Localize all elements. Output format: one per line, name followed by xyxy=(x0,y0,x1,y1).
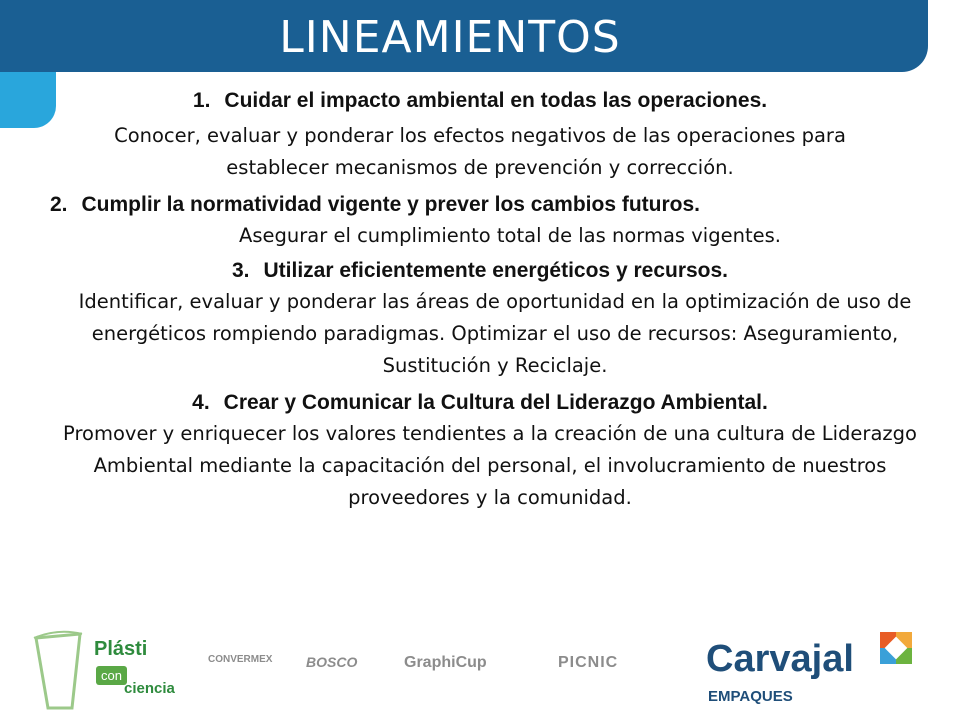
cup-icon xyxy=(30,626,90,712)
plasticonciencia-logo xyxy=(30,626,175,712)
footer-logos xyxy=(0,620,960,720)
guideline-2-heading xyxy=(40,190,920,220)
carvajal-diamond-icon xyxy=(876,628,916,668)
guideline-1-number: 1. xyxy=(192,89,211,112)
guideline-4-body: Promover y enriquecer los valores tendientes a la creación de una cultura de Liderazgo Ambiental mediante la capacitación del personal, el involucramiento de nuestros proveedores y la comunidad. xyxy=(63,422,917,509)
plasti-con: con xyxy=(96,666,127,685)
guideline-3-body: Identificar, evaluar y ponderar las áreas de oportunidad en la optimización de uso de energéticos rompiendo paradigmas. Optimizar el uso de recursos: Aseguramiento, Sustitución y Reciclaje. xyxy=(78,290,912,377)
guideline-3-title: Utilizar eficientemente energéticos y recursos. xyxy=(263,259,729,282)
graphicup-logo: GraphiCup xyxy=(404,654,487,671)
guideline-2-number: 2. xyxy=(50,193,68,216)
empaques-label: EMPAQUES xyxy=(708,688,793,705)
guideline-4-number: 4. xyxy=(192,391,210,414)
page-title: LINEAMIENTOS xyxy=(279,12,621,63)
picnic-logo: PICNIC xyxy=(558,654,619,671)
guideline-1-body: Conocer, evaluar y ponderar los efectos negativos de las operaciones para establecer mecanismos de prevención y corrección. xyxy=(114,124,846,179)
guideline-4-title: Crear y Comunicar la Cultura del Liderazgo Ambiental. xyxy=(223,391,768,414)
carvajal-wordmark: Carvajal xyxy=(706,638,854,680)
guideline-3-number: 3. xyxy=(231,259,250,282)
guideline-1-heading xyxy=(40,86,920,116)
guideline-3-heading xyxy=(40,256,920,286)
bosco-logo: BOSCO xyxy=(306,654,358,670)
guideline-1-title: Cuidar el impacto ambiental en todas las operaciones. xyxy=(224,89,768,112)
guideline-2-title: Cumplir la normatividad vigente y prever los cambios futuros. xyxy=(81,193,701,216)
guideline-2-body: Asegurar el cumplimiento total de las normas vigentes. xyxy=(239,224,781,247)
plasti-title: Plásti xyxy=(94,638,148,660)
convermex-logo: CONVERMEX xyxy=(208,654,273,665)
plasti-ciencia: ciencia xyxy=(124,680,175,697)
guideline-4-heading xyxy=(40,388,920,418)
guidelines-list xyxy=(40,86,920,514)
